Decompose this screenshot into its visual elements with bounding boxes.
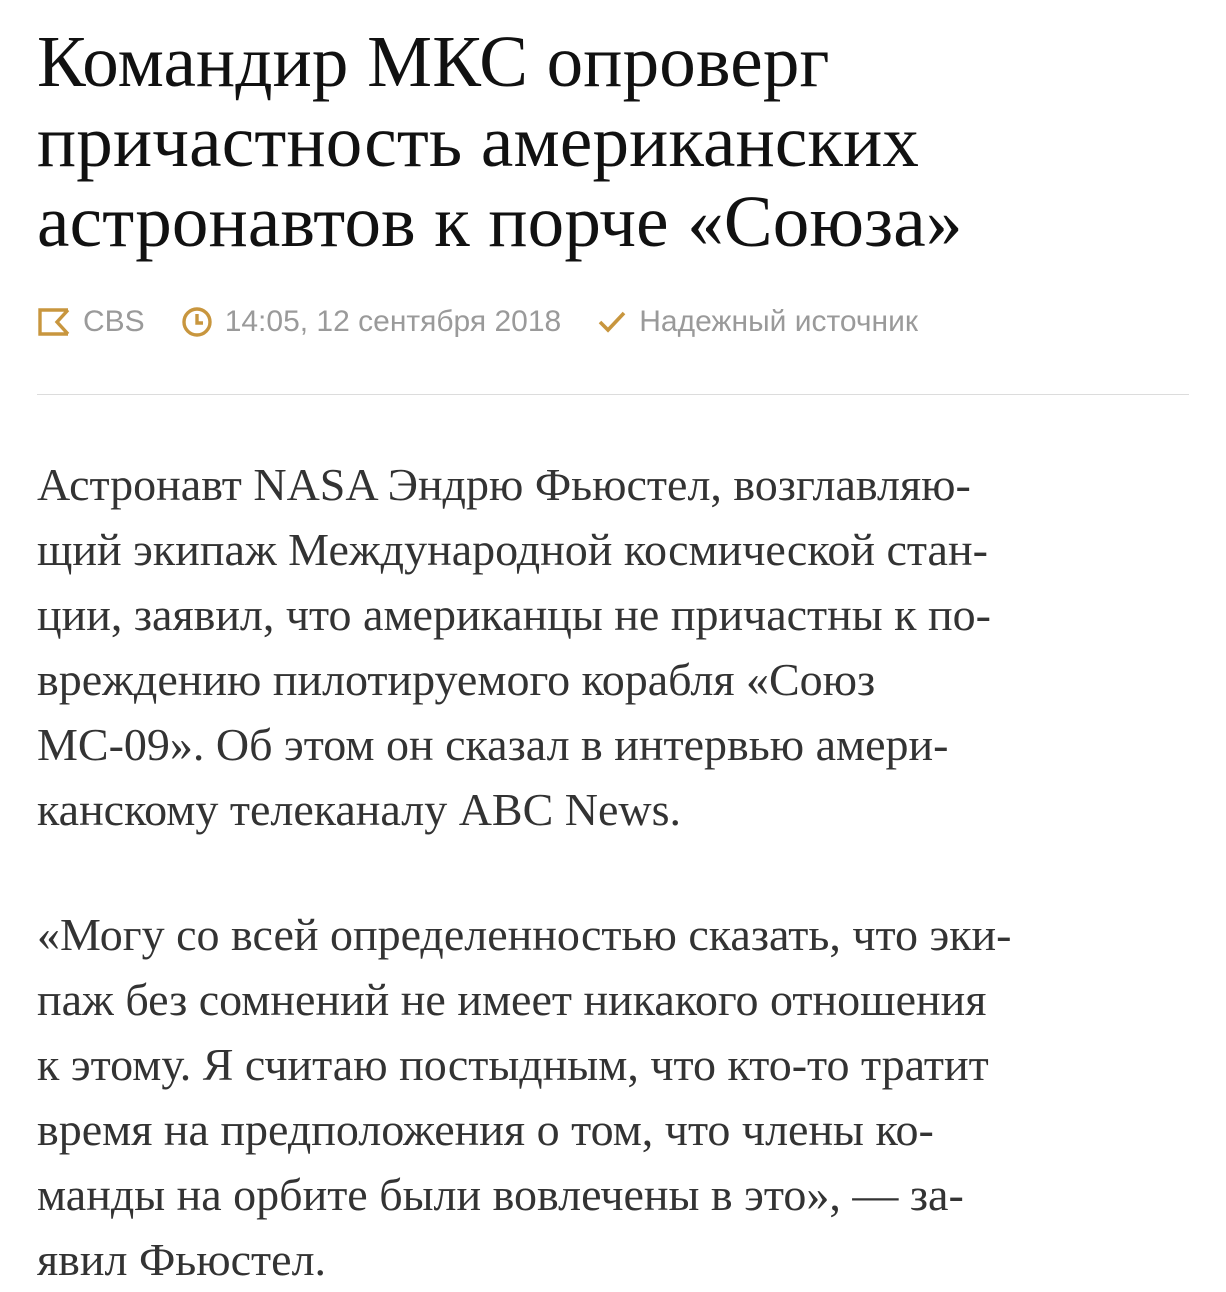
- headline: [37, 22, 1189, 262]
- source-link[interactable]: [37, 305, 145, 339]
- text-line: манды на орбите были вовлечены в это», — за-: [37, 1169, 964, 1220]
- source-bracket-icon: [37, 307, 71, 337]
- source-name: CBS: [83, 305, 145, 338]
- article: [37, 0, 1189, 1285]
- paragraph: [37, 902, 1189, 1292]
- text-line: ции, заявил, что американцы не причастны к по-: [37, 589, 991, 640]
- text-line: щий экипаж Международной космической стан-: [37, 524, 988, 575]
- reliability-badge: [597, 305, 918, 339]
- publish-time-text: 14:05, 12 сентября 2018: [224, 305, 562, 338]
- text-line: МС-09». Об этом он сказал в интервью амери-: [37, 719, 949, 770]
- article-meta: [37, 302, 954, 342]
- headline-line: Командир МКС опроверг: [37, 21, 830, 102]
- checkmark-icon: [597, 309, 627, 335]
- text-line: время на предположения о том, что члены ко-: [37, 1104, 934, 1155]
- text-line: «Могу со всей определенностью сказать, что эки-: [37, 909, 1012, 960]
- article-body: [37, 452, 1189, 1292]
- divider: [37, 394, 1189, 395]
- headline-line: астронавтов к порче «Союза»: [37, 181, 963, 262]
- headline-line: причастность американских: [37, 101, 920, 182]
- text-line: к этому. Я считаю постыдным, что кто-то тратит: [37, 1039, 989, 1090]
- text-line: паж без сомнений не имеет никакого отношения: [37, 974, 987, 1025]
- text-line: вреждению пилотируемого корабля «Союз: [37, 654, 876, 705]
- text-line: явил Фьюстел.: [37, 1234, 327, 1285]
- text-line: Астронавт NASA Эндрю Фьюстел, возглавляю-: [37, 459, 971, 510]
- reliability-text: Надежный источник: [639, 305, 918, 338]
- text-line: канскому телеканалу ABC News.: [37, 784, 682, 835]
- publish-time: [181, 305, 562, 339]
- clock-icon: [181, 306, 213, 338]
- paragraph: [37, 452, 1189, 842]
